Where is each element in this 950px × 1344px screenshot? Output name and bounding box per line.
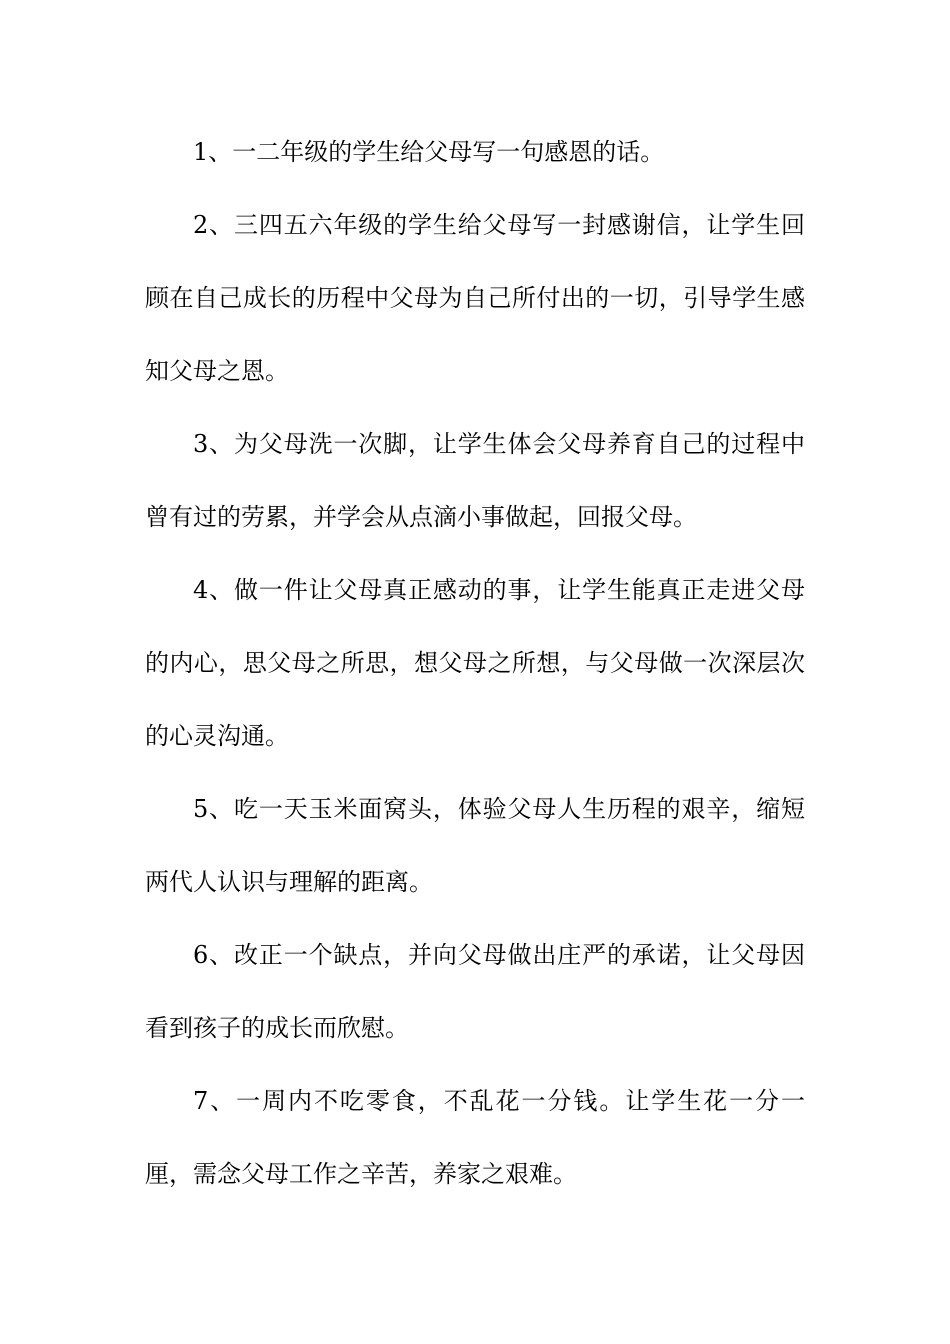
paragraph-3: 3、为父母洗一次脚，让学生体会父母养育自己的过程中曾有过的劳累，并学会从点滴小事做起，回报父母。 (145, 430, 805, 531)
paragraph-7: 7、一周内不吃零食，不乱花一分钱。让学生花一分一厘，需念父母工作之辛苦，养家之艰难。 (145, 1087, 805, 1188)
paragraph-6: 6、改正一个缺点，并向父母做出庄严的承诺，让父母因看到孩子的成长而欣慰。 (145, 941, 805, 1042)
document-body (145, 116, 805, 1211)
paragraph-1: 1、一二年级的学生给父母写一句感恩的话。 (193, 138, 665, 166)
paragraph-5: 5、吃一天玉米面窝头，体验父母人生历程的艰辛，缩短两代人认识与理解的距离。 (145, 795, 805, 896)
paragraph-4: 4、做一件让父母真正感动的事，让学生能真正走进父母的内心，思父母之所思，想父母之所想，与父母做一次深层次的心灵沟通。 (145, 576, 805, 750)
paragraph-2: 2、三四五六年级的学生给父母写一封感谢信，让学生回顾在自己成长的历程中父母为自己所付出的一切，引导学生感知父母之恩。 (145, 211, 805, 385)
